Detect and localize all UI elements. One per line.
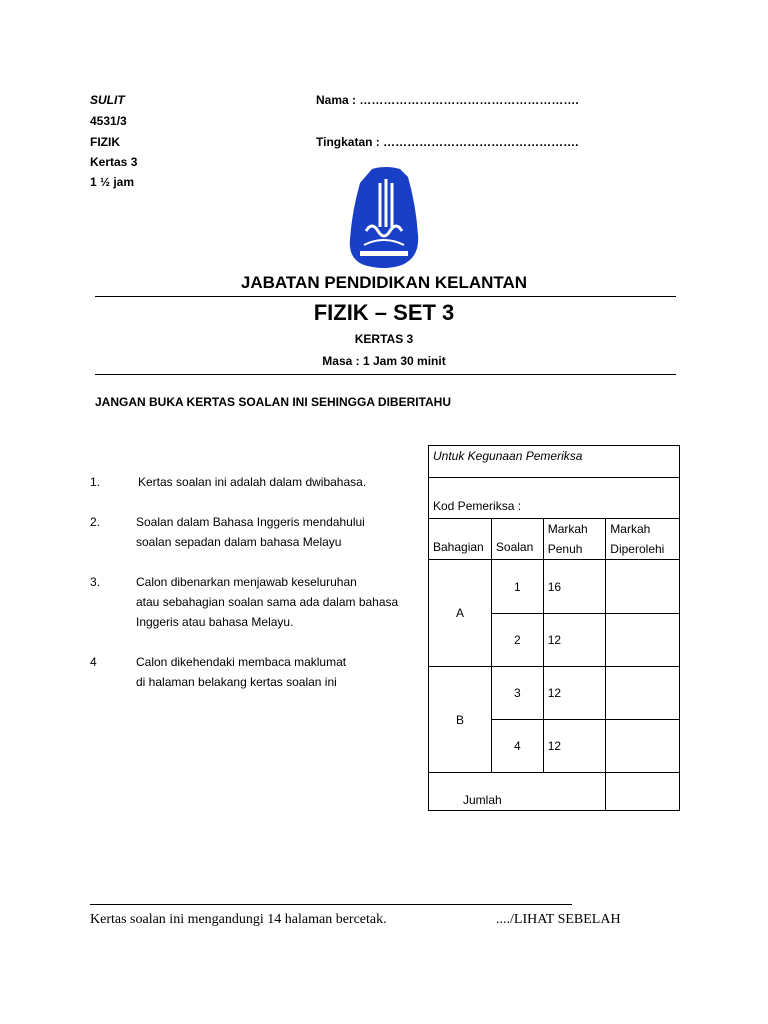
instruction-number: 2. (90, 515, 101, 529)
form-field: Tingkatan : …………………………………………. (316, 135, 579, 149)
header-full-marks: Markah Penuh (543, 519, 606, 560)
table-title: Untuk Kegunaan Pemeriksa (429, 446, 680, 478)
question-cell: 4 (491, 720, 543, 773)
instruction-text: Inggeris atau bahasa Melayu. (136, 615, 294, 629)
total-label: Jumlah (429, 773, 606, 811)
instruction-text: atau sebahagian soalan sama ada dalam bahasa (136, 595, 399, 609)
marks-obtained-cell[interactable] (606, 667, 680, 720)
next-page-text: ..../LIHAT SEBELAH (496, 912, 621, 927)
duration-title: Masa : 1 Jam 30 minit (322, 354, 446, 368)
sulit-label: SULIT (90, 93, 125, 107)
paper-label: Kertas 3 (90, 155, 138, 169)
total-obtained-cell[interactable] (606, 773, 680, 811)
footer-rule (90, 904, 572, 905)
full-marks-cell: 12 (543, 667, 606, 720)
subject-title: FIZIK – SET 3 (313, 300, 455, 325)
department-title: JABATAN PENDIDIKAN KELANTAN (240, 273, 528, 292)
examiner-table (428, 445, 680, 811)
question-cell: 3 (491, 667, 543, 720)
instruction-text: Calon dibenarkan menjawab keseluruhan (136, 575, 357, 589)
paper-code: 4531/3 (90, 114, 127, 128)
subject-code-label: FIZIK (90, 135, 120, 149)
instruction-number: 3. (90, 575, 101, 589)
question-cell: 1 (491, 560, 543, 614)
instruction-text: soalan sepadan dalam bahasa Melayu (136, 535, 342, 549)
question-cell: 2 (491, 614, 543, 667)
full-marks-cell: 16 (543, 560, 606, 614)
jpn-kelantan-logo (346, 165, 422, 269)
name-field: Nama : ………………………………………………. (316, 93, 579, 107)
title-bottom-rule (95, 374, 676, 375)
header-question: Soalan (491, 519, 543, 560)
instruction-text: Calon dikehendaki membaca maklumat (136, 655, 347, 669)
instruction-text: Soalan dalam Bahasa Inggeris mendahului (136, 515, 365, 529)
page-count-text: Kertas soalan ini mengandungi 14 halaman bercetak. (90, 912, 387, 927)
instruction-number: 1. (90, 475, 101, 489)
instruction-text: Kertas soalan ini adalah dalam dwibahasa. (138, 475, 367, 489)
warning-text: JANGAN BUKA KERTAS SOALAN INI SEHINGGA DIBERITAHU (95, 395, 452, 409)
full-marks-cell: 12 (543, 614, 606, 667)
header-marks-obtained: Markah Diperolehi (606, 519, 680, 560)
section-cell: B (429, 667, 492, 773)
paper-title: KERTAS 3 (354, 332, 414, 346)
instruction-text: di halaman belakang kertas soalan ini (136, 675, 337, 689)
examiner-code-label: Kod Pemeriksa : (429, 478, 680, 519)
header-section: Bahagian (429, 519, 492, 560)
full-marks-cell: 12 (543, 720, 606, 773)
title-top-rule (95, 296, 676, 297)
marks-obtained-cell[interactable] (606, 560, 680, 614)
marks-obtained-cell[interactable] (606, 614, 680, 667)
section-cell: A (429, 560, 492, 667)
duration-short: 1 ½ jam (90, 175, 135, 189)
instruction-number: 4 (90, 655, 97, 669)
marks-obtained-cell[interactable] (606, 720, 680, 773)
